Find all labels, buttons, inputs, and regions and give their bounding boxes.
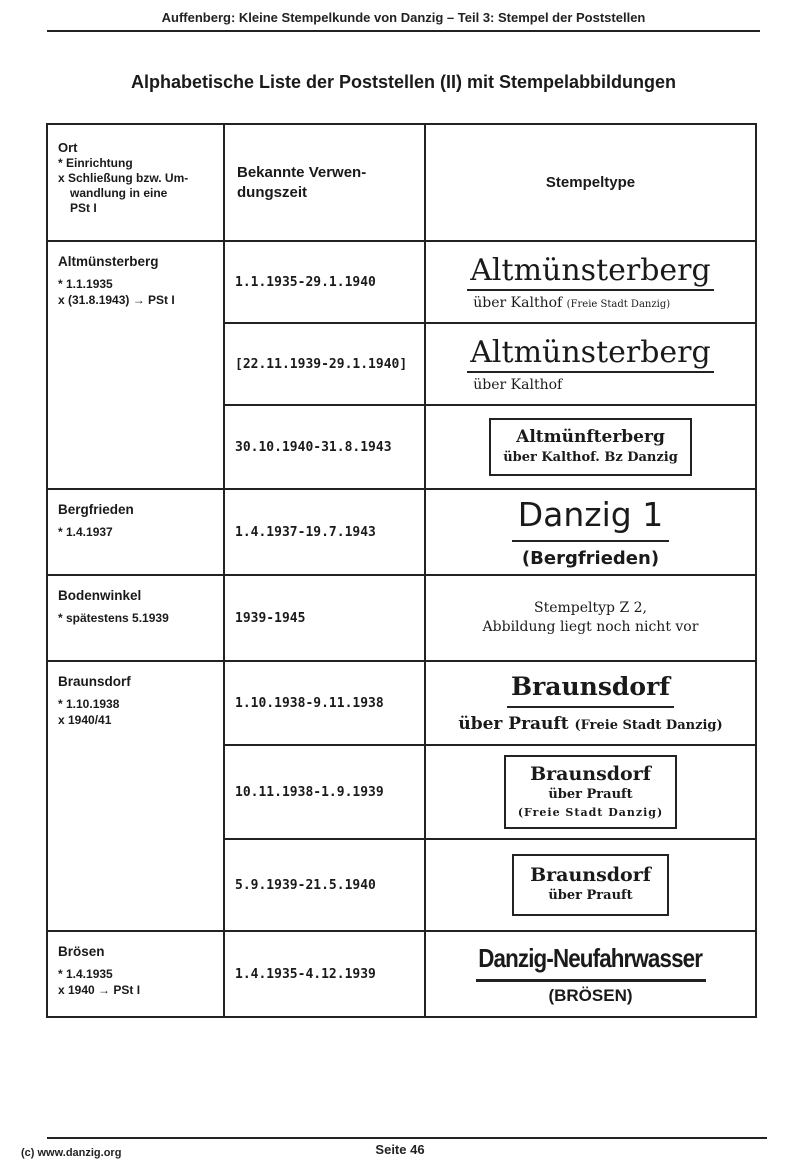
stamp-cell	[425, 745, 756, 839]
place-note: * 1.10.1938	[58, 697, 120, 711]
footer-copyright: (c) www.danzig.org	[21, 1147, 122, 1159]
stamp-main-text: Altmünsterberg	[467, 253, 713, 291]
place-note: * 1.4.1935	[58, 967, 113, 981]
stamp-sub-small: (Freie Stadt Danzig)	[517, 806, 664, 819]
stamp-main-text: Altmünsterberg	[467, 335, 713, 373]
stamp-sub-text: über Prauft	[548, 888, 633, 903]
usage-period: 30.10.1940-31.8.1943	[224, 405, 425, 489]
ort-note-line: wandlung in eine	[70, 186, 168, 200]
stamp-note-line: Stempeltyp Z 2,	[534, 600, 647, 616]
stamp-image	[458, 672, 722, 734]
place-note: * spätestens 5.1939	[58, 611, 169, 625]
column-header-zeit	[224, 124, 425, 241]
stamp-cell	[425, 405, 756, 489]
usage-period: 5.9.1939-21.5.1940	[224, 839, 425, 931]
stamp-sub-small: (Freie Stadt Danzig)	[566, 298, 671, 310]
place-name: Bergfrieden	[58, 502, 134, 517]
usage-period: 1.10.1938-9.11.1938	[224, 661, 425, 745]
stamp-main-text: Danzig-Neufahrwasser	[478, 942, 703, 973]
usage-period: 1.4.1937-19.7.1943	[224, 489, 425, 575]
usage-period: 10.11.1938-1.9.1939	[224, 745, 425, 839]
ort-note-line: x Schließung bzw. Um-	[58, 171, 189, 185]
stamp-image	[512, 496, 669, 569]
column-header-ort-title: Ort	[58, 140, 78, 155]
stamp-image	[467, 253, 713, 311]
place-name: Altmünsterberg	[58, 254, 159, 269]
column-header-ort	[47, 124, 224, 241]
column-header-stempeltype: Stempeltype	[425, 124, 756, 241]
place-cell-broesen	[47, 931, 224, 1017]
stamp-main-text: Braunsdorf	[530, 864, 651, 886]
stamp-sub-text: über Kalthof. Bz Danzig	[503, 450, 678, 465]
place-name: Bodenwinkel	[58, 588, 142, 603]
place-note: * 1.4.1937	[58, 525, 113, 539]
stamp-cell	[425, 323, 756, 405]
place-name: Braunsdorf	[58, 674, 131, 689]
footer-rule	[47, 1137, 767, 1139]
usage-period: 1.4.1935-4.12.1939	[224, 931, 425, 1017]
stamp-note-line: Abbildung liegt noch nicht vor	[482, 619, 699, 635]
stamp-note	[426, 599, 755, 637]
stamp-cell	[425, 839, 756, 931]
place-cell-braunsdorf	[47, 661, 224, 931]
place-note: x 1940/41	[58, 713, 112, 727]
page-title: Alphabetische Liste der Poststellen (II) mit Stempelabbildungen	[130, 72, 677, 92]
place-name: Brösen	[58, 944, 105, 959]
stamp-sub-text: (Bergfrieden)	[521, 547, 660, 569]
place-note: x (31.8.1943) → PSt I	[58, 293, 175, 307]
usage-period: [22.11.1939-29.1.1940]	[224, 323, 425, 405]
ort-note-line: * Einrichtung	[58, 156, 133, 170]
stamp-cell	[425, 931, 756, 1017]
stamp-main-text: Danzig 1	[512, 496, 669, 542]
zeit-title-line: Bekannte Verwen-	[237, 163, 367, 181]
zeit-title-line: dungszeit	[237, 183, 307, 201]
stamp-sub-small: (Freie Stadt Danzig)	[574, 718, 723, 733]
stamp-sub-text	[458, 714, 722, 734]
stamp-cell	[425, 241, 756, 323]
stamp-cell	[425, 661, 756, 745]
stamp-image	[426, 943, 755, 1006]
running-title: Auffenberg: Kleine Stempelkunde von Danzig – Teil 3: Stempel der Poststellen	[161, 10, 646, 25]
usage-period: 1939-1945	[224, 575, 425, 661]
stamp-sub-text: über Prauft	[548, 787, 633, 802]
stamp-image	[467, 335, 713, 393]
table-row	[47, 575, 756, 661]
stamp-sub-main: über Prauft	[458, 714, 569, 734]
place-cell-bodenwinkel	[47, 575, 224, 661]
column-header-ort-note	[58, 156, 215, 216]
table-row	[47, 489, 756, 575]
stamp-sub-text	[467, 295, 713, 311]
table-row	[47, 931, 756, 1017]
table-header-row	[47, 124, 756, 241]
stamp-sub-main: über Kalthof	[473, 294, 563, 311]
stamp-image	[489, 418, 692, 476]
stamp-cell	[425, 575, 756, 661]
header-rule	[47, 30, 760, 32]
stamp-image	[504, 755, 677, 829]
stamp-image	[512, 854, 669, 916]
place-cell-altmuensterberg	[47, 241, 224, 489]
table-row	[47, 661, 756, 745]
table-row	[47, 241, 756, 323]
postal-stations-table	[46, 123, 757, 1018]
stamp-rule	[476, 979, 706, 982]
stamp-main-text: Braunsdorf	[530, 763, 651, 785]
place-note: x 1940 → PSt I	[58, 983, 141, 997]
stamp-sub-text: über Kalthof	[473, 376, 563, 393]
stamp-sub-text: (BRÖSEN)	[548, 985, 633, 1005]
place-note: * 1.1.1935	[58, 277, 113, 291]
footer-page-number: Seite 46	[375, 1142, 425, 1157]
stamp-main-text: Altmünfterberg	[516, 427, 665, 447]
ort-note-line: PSt I	[70, 201, 97, 215]
place-cell-bergfrieden	[47, 489, 224, 575]
usage-period: 1.1.1935-29.1.1940	[224, 241, 425, 323]
stamp-main-text: Braunsdorf	[507, 672, 674, 708]
stamp-cell	[425, 489, 756, 575]
